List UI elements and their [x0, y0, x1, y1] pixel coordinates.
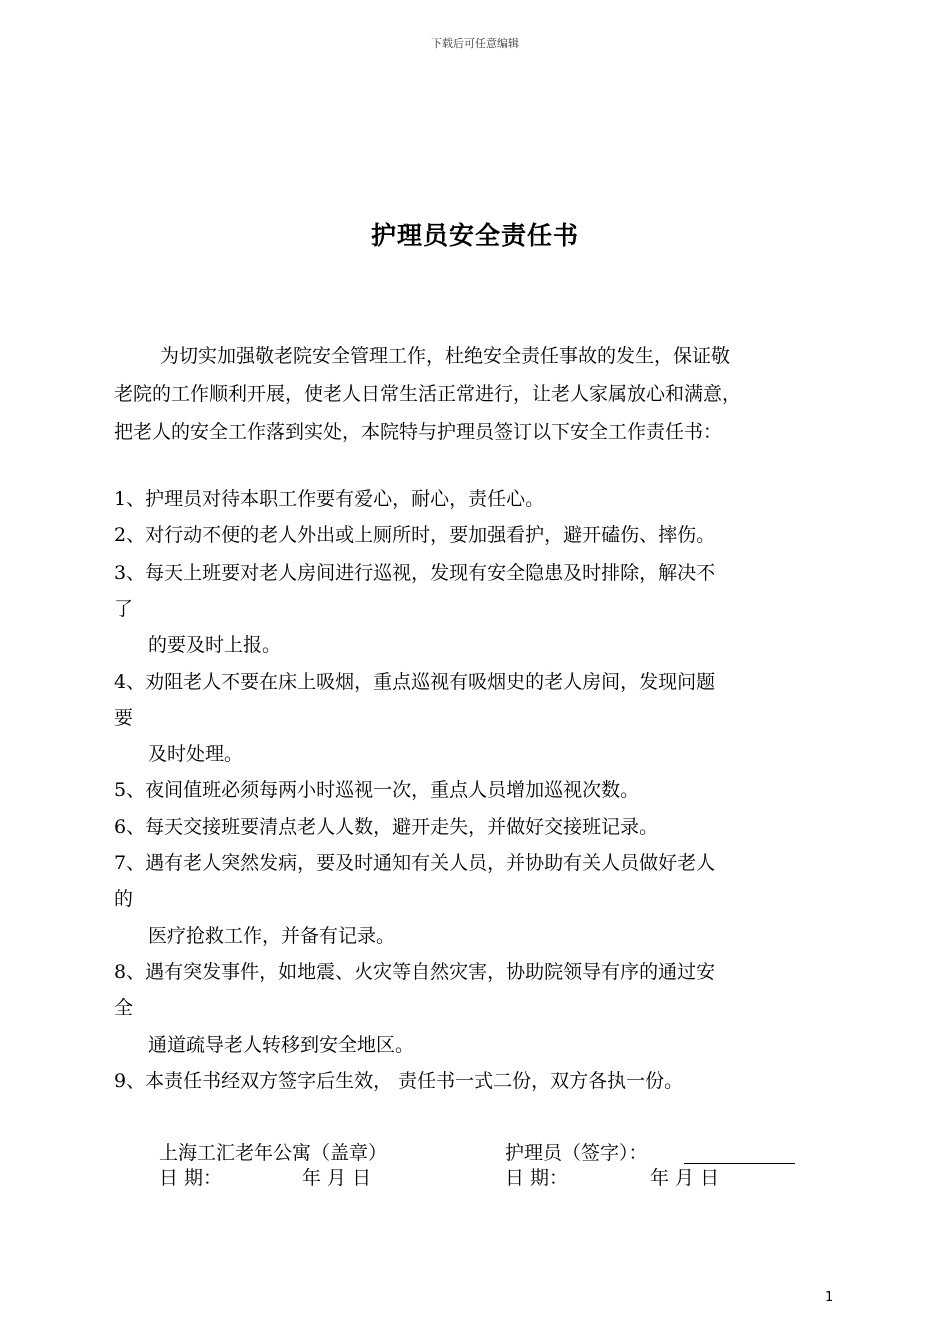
- intro-line: 为切实加强敬老院安全管理工作，杜绝安全责任事故的发生，保证敬: [160, 345, 731, 367]
- list-item-5: 5、夜间值班必须每两小时巡视一次，重点人员增加巡视次数。: [114, 779, 640, 801]
- left-party-label: 上海工汇老年公寓（盖章）: [159, 1142, 388, 1164]
- right-date-label: 日 期：: [505, 1167, 569, 1189]
- list-item-4: 4、劝阻老人不要在床上吸烟，重点巡视有吸烟史的老人房间，发现问题: [114, 671, 716, 693]
- intro-line: 把老人的安全工作落到实处，本院特与护理员签订以下安全工作责任书：: [114, 421, 723, 443]
- header-note: 下载后可任意编辑: [431, 37, 519, 50]
- left-date-label: 日 期：: [159, 1167, 223, 1189]
- list-item-8-wrap: 全: [114, 997, 134, 1019]
- list-item-4-wrap: 要: [114, 707, 134, 729]
- list-item-7: 7、遇有老人突然发病，要及时通知有关人员，并协助有关人员做好老人: [114, 852, 716, 874]
- list-item-8: 8、遇有突发事件，如地震、火灾等自然灾害，协助院领导有序的通过安: [114, 961, 716, 983]
- list-item-7-continuation: 医疗抢救工作，并备有记录。: [148, 925, 396, 947]
- list-item-8-continuation: 通道疏导老人转移到安全地区。: [148, 1034, 415, 1056]
- intro-paragraph: [114, 337, 854, 451]
- left-date-fields: 年 月 日: [302, 1167, 372, 1189]
- list-item-9: 9、本责任书经双方签字后生效， 责任书一式二份，双方各执一份。: [114, 1070, 684, 1092]
- right-date-fields: 年 月 日: [650, 1167, 720, 1189]
- intro-line: 老院的工作顺利开展，使老人日常生活正常进行，让老人家属放心和满意，: [114, 383, 742, 405]
- list-item-7-wrap: 的: [114, 888, 134, 910]
- list-item-3-wrap: 了: [114, 598, 134, 620]
- document-title: 护理员安全责任书: [370, 221, 579, 250]
- right-party-label: 护理员（签字）：: [505, 1142, 648, 1164]
- list-item-4-continuation: 及时处理。: [148, 743, 244, 765]
- list-item-2: 2、对行动不便的老人外出或上厕所时，要加强看护，避开磕伤、摔伤。: [114, 524, 716, 546]
- list-item-3: 3、每天上班要对老人房间进行巡视，发现有安全隐患及时排除，解决不: [114, 562, 716, 584]
- list-item-1: 1、护理员对待本职工作要有爱心，耐心，责任心。: [114, 488, 545, 510]
- signature-line[interactable]: [684, 1163, 795, 1164]
- list-item-6: 6、每天交接班要清点老人人数，避开走失，并做好交接班记录。: [114, 816, 659, 838]
- list-item-3-continuation: 的要及时上报。: [148, 634, 282, 656]
- page-number: 1: [825, 1290, 834, 1305]
